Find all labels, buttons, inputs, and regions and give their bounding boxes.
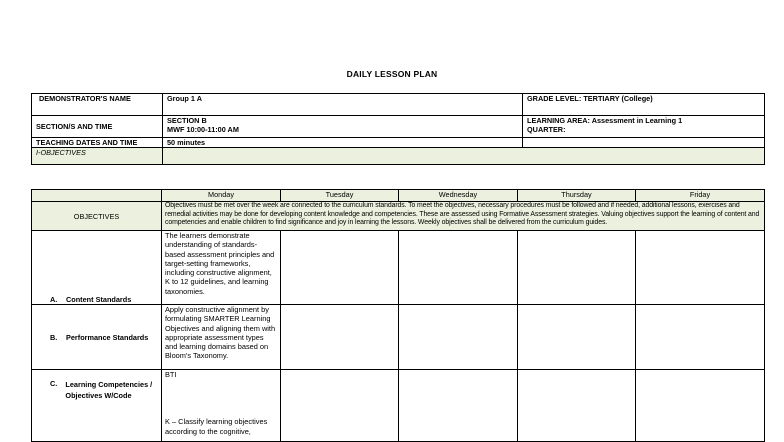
header-table — [31, 93, 765, 165]
dates-label: TEACHING DATES AND TIME — [32, 138, 163, 148]
content-standards-friday — [636, 231, 765, 305]
content-standards-monday: The learners demonstrate understanding of standards-based assessment principles and target-setting frameworks, including constructive alignment, K to 12 guidelines, and learning taxonomies. — [162, 231, 281, 305]
learning-competencies-wednesday — [399, 370, 518, 442]
competency-code: BTI — [165, 370, 177, 379]
row-label-content-standards — [32, 231, 162, 305]
content-standards-thursday — [518, 231, 636, 305]
objectives-description: Objectives must be met over the week are connected to the curriculum standards. To meet the objectives, necessary procedures must be followed and if needed, additional lessons, exercises and remedial activities may be done for developing content knowledge and competencies. These are assessed using Formative Assessment strategies. Valuing objectives support the learning of content and competencies and enable children to find significance and joy in learning the lessons. Weekly objectives shall be delivered from the curriculum guides. — [162, 202, 765, 231]
day-header-tuesday: Tuesday — [281, 190, 399, 202]
row-label-text: Performance Standards — [66, 332, 149, 342]
section-time-cell — [163, 116, 523, 138]
section-value: SECTION B — [167, 116, 207, 125]
row-label-wrap — [50, 379, 157, 401]
row-label-performance-standards — [32, 305, 162, 370]
corner-cell — [32, 190, 162, 202]
objectives-heading-text: I-OBJECTIVES — [36, 148, 86, 157]
learning-competencies-tuesday — [281, 370, 399, 442]
learning-competencies-monday — [162, 370, 281, 442]
empty-cell — [523, 138, 765, 148]
demonstrator-value: Group 1 A — [163, 94, 523, 116]
demonstrator-label: DEMONSTRATOR'S NAME — [32, 94, 163, 116]
time-value: MWF 10:00-11:00 AM — [167, 125, 239, 134]
row-letter: A. — [50, 295, 58, 304]
quarter: QUARTER: — [527, 125, 566, 134]
day-header-monday: Monday — [162, 190, 281, 202]
dates-value: 50 minutes — [163, 138, 523, 148]
day-header-wednesday: Wednesday — [399, 190, 518, 202]
performance-standards-thursday — [518, 305, 636, 370]
performance-standards-friday — [636, 305, 765, 370]
row-letter: B. — [50, 332, 58, 342]
lesson-plan-table — [31, 189, 765, 442]
row-label-learning-competencies — [32, 370, 162, 442]
content-standards-tuesday — [281, 231, 399, 305]
sections-label — [32, 116, 163, 138]
learning-competencies-friday — [636, 370, 765, 442]
document-title: DAILY LESSON PLAN — [346, 69, 438, 79]
competency-text: K – Classify learning objectives according to the cognitive, — [165, 417, 268, 436]
row-label-text: Content Standards — [66, 295, 132, 304]
objectives-label: OBJECTIVES — [32, 202, 162, 231]
learning-area: LEARNING AREA: Assessment in Learning 1 — [527, 116, 683, 125]
objectives-heading-fill — [163, 148, 765, 165]
grade-level: GRADE LEVEL: TERTIARY (College) — [523, 94, 765, 116]
row-letter: C. — [50, 379, 58, 388]
day-header-thursday: Thursday — [518, 190, 636, 202]
sections-label-text: SECTION/S AND TIME — [36, 122, 113, 131]
objectives-heading — [32, 148, 163, 165]
performance-standards-wednesday — [399, 305, 518, 370]
learning-competencies-thursday — [518, 370, 636, 442]
row-label-text: Learning Competencies / Objectives W/Code — [65, 380, 153, 400]
day-header-friday: Friday — [636, 190, 765, 202]
content-standards-wednesday — [399, 231, 518, 305]
learning-area-cell — [523, 116, 765, 138]
performance-standards-tuesday — [281, 305, 399, 370]
performance-standards-monday: Apply constructive alignment by formulating SMARTER Learning Objectives and aligning them with appropriate assessment types and learning domains based on Bloom's Taxonomy. — [162, 305, 281, 370]
